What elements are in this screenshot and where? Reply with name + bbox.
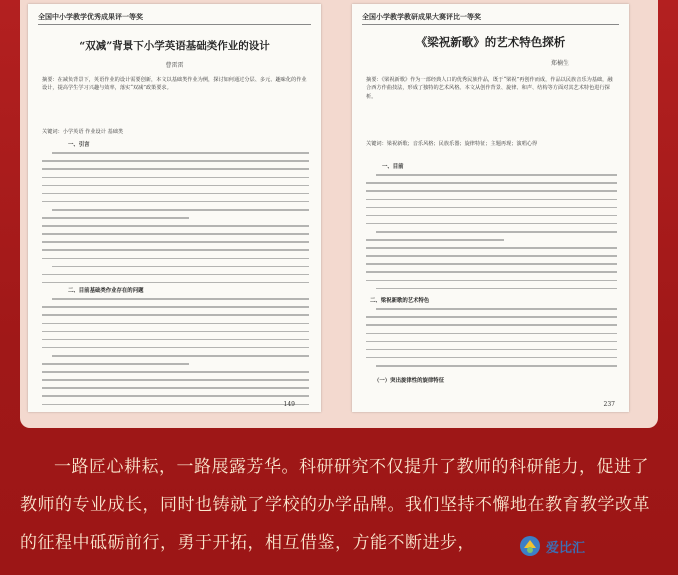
- text-line: [42, 222, 309, 230]
- text-line: [42, 165, 309, 173]
- text-line: [366, 179, 617, 187]
- right-paper-header: 全国小学教学教研成果大赛评比一等奖: [362, 12, 619, 25]
- text-line: [366, 321, 617, 329]
- left-paper-page-number: 149: [283, 401, 295, 408]
- left-paper-keywords: 关键词：小学英语 作业设计 基础类: [42, 129, 124, 135]
- text-line: [42, 181, 309, 189]
- text-line: [42, 149, 309, 157]
- right-paper-section-3: （一）突出旋律性的旋律特征: [374, 378, 445, 384]
- left-paper-scan: [28, 4, 321, 412]
- left-paper-section-1: 一、引言: [68, 142, 90, 148]
- text-line: [42, 360, 309, 368]
- right-paper-page-number: 237: [603, 401, 615, 408]
- text-line: [366, 236, 617, 244]
- text-line: [42, 157, 309, 165]
- right-paper-scan: [352, 4, 629, 412]
- text-line: [42, 190, 309, 198]
- text-line: [42, 344, 309, 352]
- text-line: [42, 400, 309, 408]
- text-line: [42, 295, 309, 303]
- text-line: [366, 354, 617, 362]
- watermark-logo-icon: [518, 534, 542, 558]
- text-line: [366, 252, 617, 260]
- text-line: [42, 206, 309, 214]
- left-paper-title: “双减”背景下小学英语基础类作业的设计: [79, 40, 270, 52]
- text-line: [366, 305, 617, 313]
- text-line: [366, 284, 617, 292]
- watermark: [518, 533, 678, 559]
- text-line: [366, 313, 617, 321]
- text-line: [366, 260, 617, 268]
- text-line: [42, 246, 309, 254]
- text-line: [366, 276, 617, 284]
- text-line: [42, 336, 309, 344]
- text-line: [366, 195, 617, 203]
- text-line: [366, 337, 617, 345]
- text-line: [42, 311, 309, 319]
- right-paper-keywords: 关键词：梁祝新歌；音乐风格；民族乐器；旋律特征；主题再现；演唱心得: [366, 141, 538, 147]
- right-paper-author: 郑楠生: [550, 60, 569, 67]
- left-paper-header: 全国中小学教学优秀成果评一等奖: [38, 12, 311, 25]
- text-line: [42, 214, 309, 222]
- text-line: [366, 171, 617, 179]
- text-line: [366, 220, 617, 228]
- text-line: [42, 384, 309, 392]
- text-line: [42, 198, 309, 206]
- left-paper-abstract: 摘要：在减负背景下，英语作业的设计需要创新，本文以基础类作业为例，探讨如何通过分层、多元、趣味化的作业设计，提高学生学习兴趣与效率，落实“双减”政策要求。: [42, 77, 307, 92]
- text-line: [42, 254, 309, 262]
- text-line: [366, 244, 617, 252]
- text-line: [42, 173, 309, 181]
- text-line: [42, 327, 309, 335]
- text-line: [42, 230, 309, 238]
- text-line: [42, 238, 309, 246]
- text-line: [366, 187, 617, 195]
- right-paper-abstract: 摘要：《梁祝新歌》作为一部经典人口的优秀民族作品，既于“梁祝”再创作而成，作品以民族音乐为基础，融合西方作曲技法，形成了独特的艺术风格。本文从创作背景、旋律、和声、结构等方面对其艺术特色进行探析。: [366, 77, 613, 100]
- left-paper-section-2: 二、目前基础类作业存在的问题: [68, 288, 144, 294]
- text-line: [42, 262, 309, 270]
- text-line: [42, 368, 309, 376]
- text-line: [42, 376, 309, 384]
- left-paper-author: 曹雷雷: [165, 62, 184, 69]
- watermark-text: 爱比汇: [546, 540, 586, 556]
- text-line: [366, 212, 617, 220]
- right-paper-section-2: 二、梁祝新歌的艺术特色: [370, 298, 430, 304]
- caption-paragraph: 一路匠心耕耘，一路展露芳华。科研研究不仅提升了教师的科研能力，促进了教师的专业成长，同时也铸就了学校的办学品牌。我们坚持不懈地在教育教学改革的征程中砥砺前行，勇于开拓，相互借鉴，方能不断进步，: [20, 457, 650, 553]
- text-line: [42, 303, 309, 311]
- text-line: [42, 392, 309, 400]
- right-paper-title: 《梁祝新歌》的艺术特色探析: [415, 35, 566, 49]
- text-line: [42, 352, 309, 360]
- text-line: [366, 228, 617, 236]
- right-paper-section-1: 一、目前: [382, 164, 404, 170]
- text-line: [366, 268, 617, 276]
- text-line: [366, 346, 617, 354]
- text-line: [366, 329, 617, 337]
- text-line: [366, 203, 617, 211]
- text-line: [42, 319, 309, 327]
- text-line: [366, 362, 617, 370]
- text-line: [42, 271, 309, 279]
